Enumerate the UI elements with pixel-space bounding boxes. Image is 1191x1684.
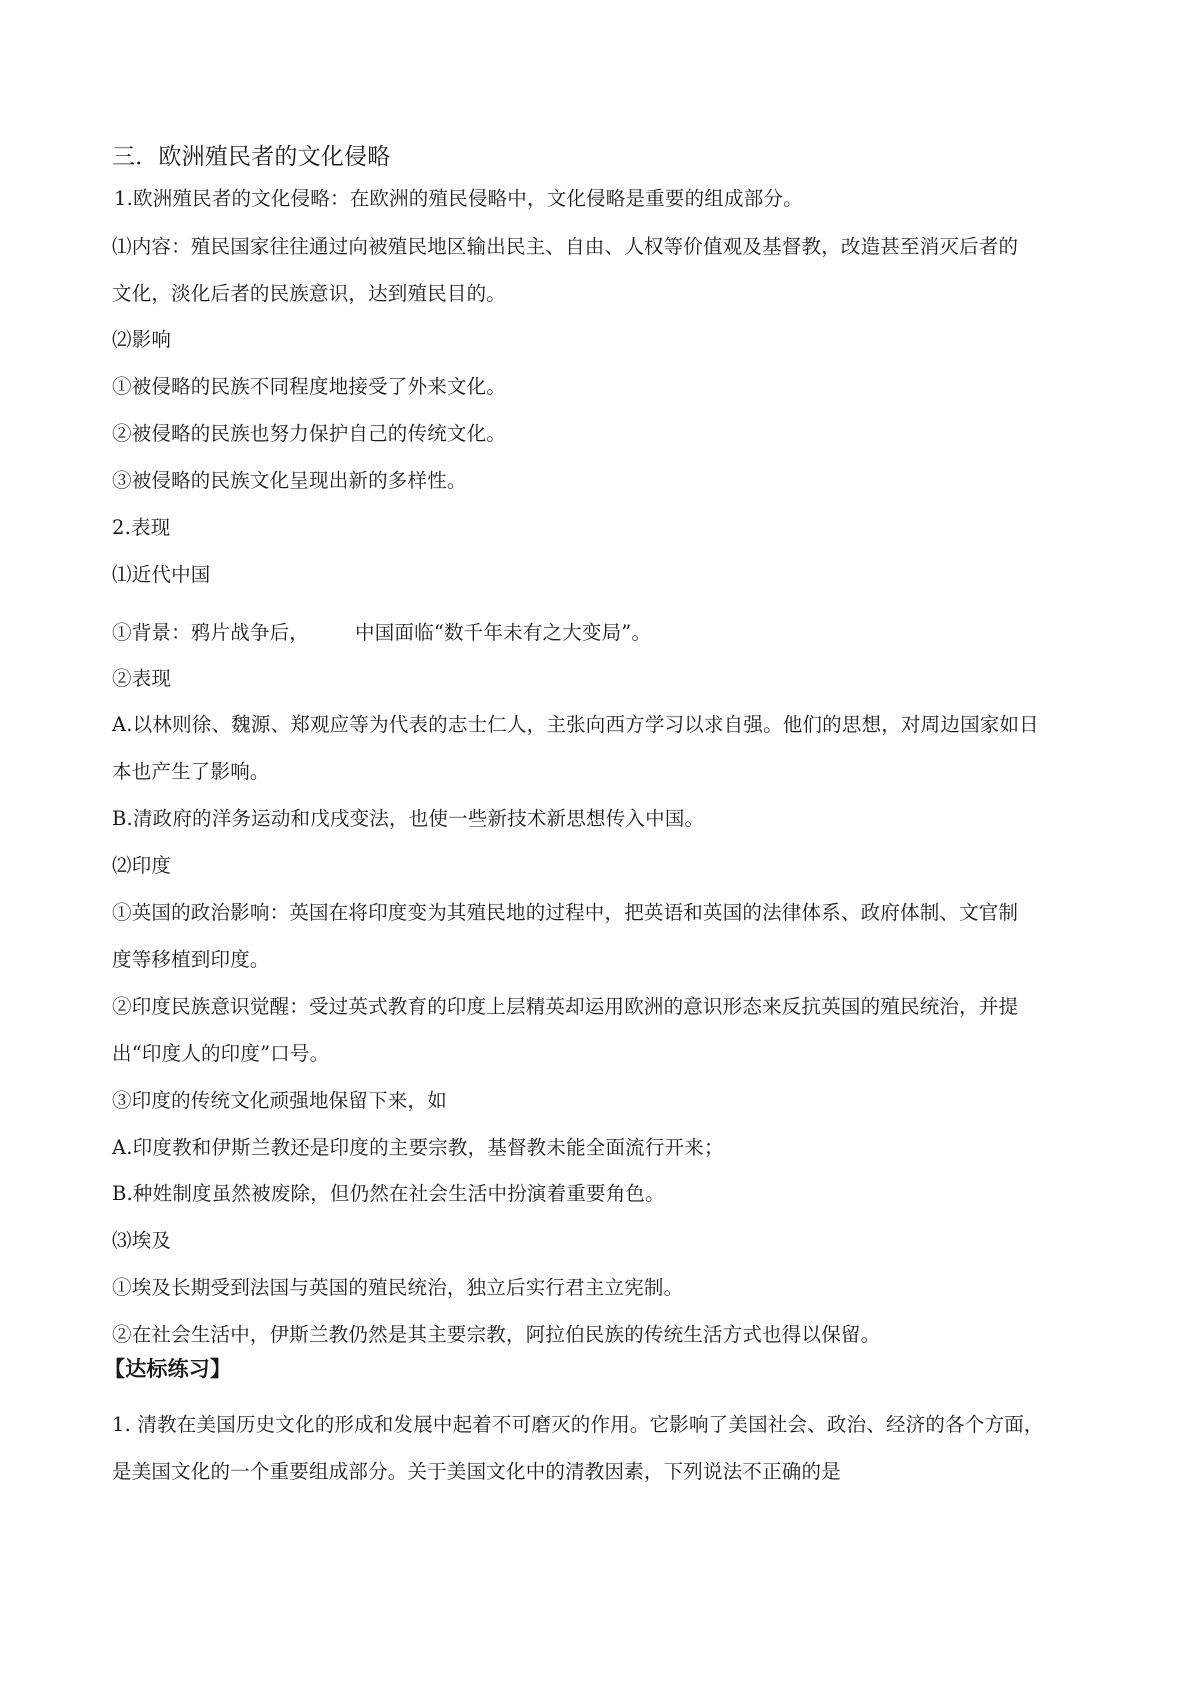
- background-line: [112, 620, 651, 646]
- paragraph-line: ①英国的政治影响：英国在将印度变为其殖民地的过程中，把英语和英国的法律体系、政府体制、文官制: [112, 901, 1019, 924]
- practice-heading: 【达标练习】: [104, 1356, 232, 1381]
- paragraph-line: ①被侵略的民族不同程度地接受了外来文化。: [112, 375, 507, 398]
- paragraph-line: ⑴内容：殖民国家往往通过向被殖民地区输出民主、自由、人权等价值观及基督教，改造甚至消灭后者的: [112, 235, 1019, 258]
- paragraph-line: ②被侵略的民族也努力保护自己的传统文化。: [112, 422, 507, 445]
- background-label: ①背景：鸦片战争后，: [112, 621, 310, 644]
- paragraph-line: ⑵印度: [112, 854, 172, 877]
- paragraph-line: 本也产生了影响。: [112, 760, 270, 783]
- paragraph-line: B.清政府的洋务运动和戊戌变法，也使一些新技术新思想传入中国。: [112, 807, 705, 830]
- paragraph-line: B.种姓制度虽然被废除，但仍然在社会生活中扮演着重要角色。: [112, 1182, 665, 1205]
- section-title: 三．欧洲殖民者的文化侵略: [112, 144, 391, 170]
- paragraph-line: ⑶埃及: [112, 1229, 172, 1252]
- paragraph-line: ③被侵略的民族文化呈现出新的多样性。: [112, 469, 467, 492]
- paragraph-line: 1.欧洲殖民者的文化侵略：在欧洲的殖民侵略中，文化侵略是重要的组成部分。: [114, 187, 803, 210]
- paragraph-line: ①埃及长期受到法国与英国的殖民统治，独立后实行君主立宪制。: [112, 1276, 684, 1299]
- paragraph-line: A.印度教和伊斯兰教还是印度的主要宗教，基督教未能全面流行开来；: [112, 1136, 724, 1159]
- paragraph-line: ③印度的传统文化顽强地保留下来，如: [112, 1089, 447, 1112]
- paragraph-line: 出“印度人的印度”口号。: [112, 1042, 330, 1065]
- paragraph-line: ②表现: [112, 667, 172, 690]
- paragraph-line: ②印度民族意识觉醒：受过英式教育的印度上层精英却运用欧洲的意识形态来反抗英国的殖民统治，并提: [112, 995, 1019, 1018]
- paragraph-line: A.以林则徐、魏源、郑观应等为代表的志士仁人，主张向西方学习以求自强。他们的思想，对周边国家如日: [112, 713, 1039, 736]
- paragraph-line: 2.表现: [112, 516, 171, 539]
- paragraph-line: 度等移植到印度。: [112, 948, 270, 971]
- background-text: 中国面临“数千年未有之大变局”。: [355, 621, 652, 644]
- question-line: 是美国文化的一个重要组成部分。关于美国文化中的清教因素，下列说法不正确的是: [112, 1460, 841, 1483]
- paragraph-line: 文化，淡化后者的民族意识，达到殖民目的。: [112, 282, 507, 305]
- paragraph-line: ②在社会生活中，伊斯兰教仍然是其主要宗教，阿拉伯民族的传统生活方式也得以保留。: [112, 1323, 881, 1346]
- paragraph-line: ⑵影响: [112, 328, 172, 351]
- paragraph-line: ⑴近代中国: [112, 563, 211, 586]
- question-line: 1. 清教在美国历史文化的形成和发展中起着不可磨灭的作用。它影响了美国社会、政治、经济的各个方面，: [112, 1413, 1044, 1436]
